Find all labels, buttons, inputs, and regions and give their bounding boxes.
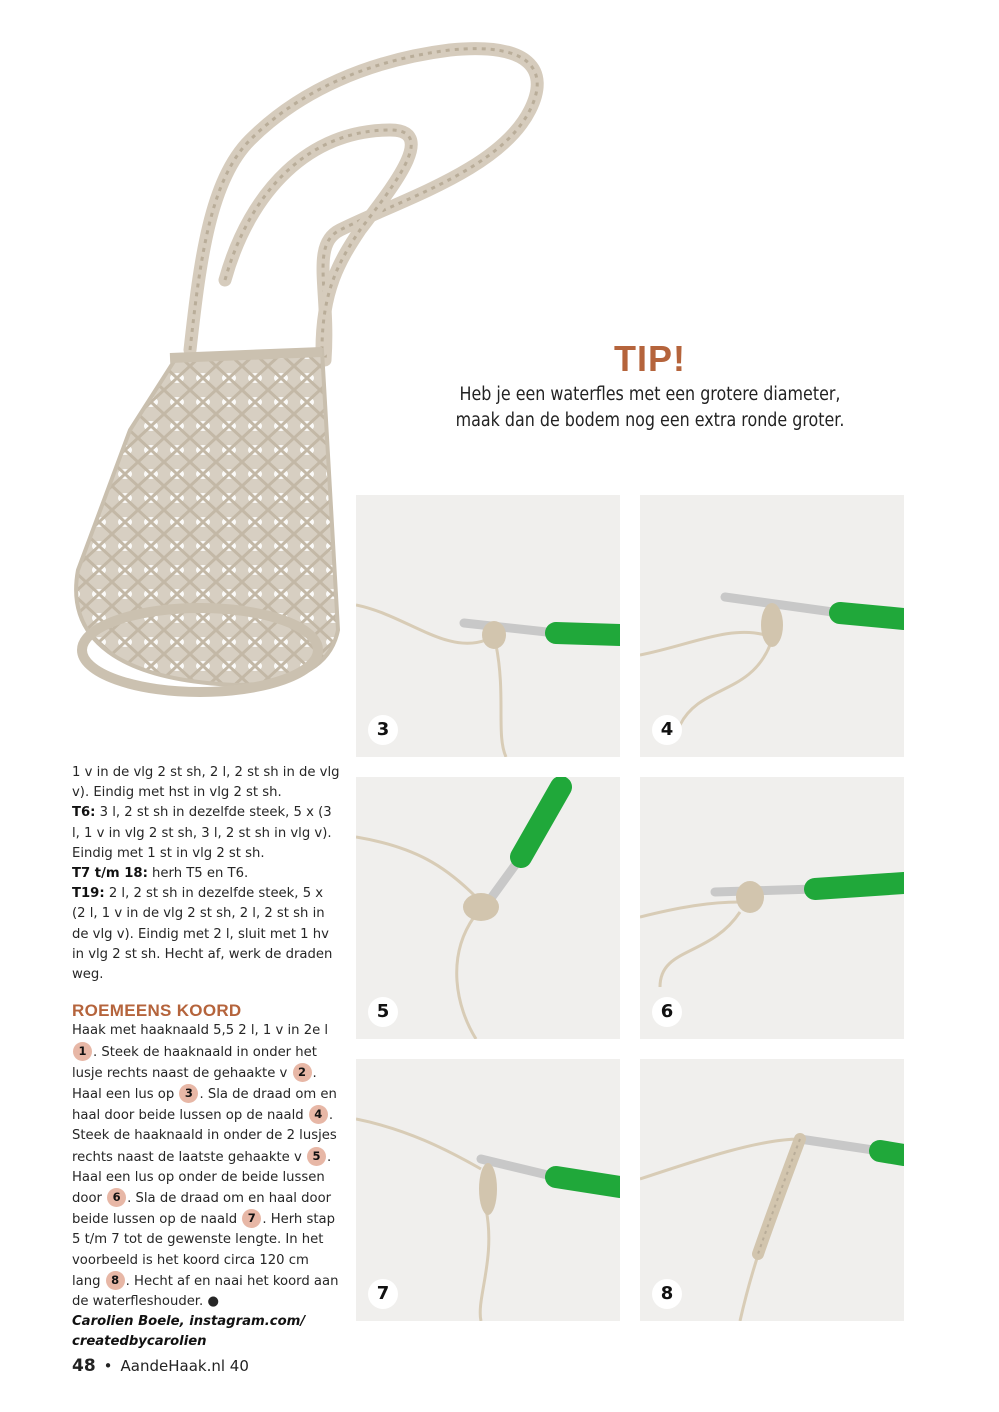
hook-illustration bbox=[640, 1059, 904, 1321]
text-run: . Sla de draad om en haal door beide lussen op de naald bbox=[72, 1191, 332, 1228]
step-number: 4 bbox=[652, 715, 682, 745]
step-ref-badge: 4 bbox=[309, 1105, 328, 1124]
text-run: . Sla de draad om en haal door beide lussen op de naald bbox=[72, 1087, 337, 1124]
tip-line-1: Heb je een waterfles met een grotere diameter, bbox=[459, 384, 841, 405]
step-photo-8 bbox=[640, 1059, 904, 1321]
page-number: 48 bbox=[72, 1356, 96, 1376]
step-number: 8 bbox=[652, 1279, 682, 1309]
hook-illustration bbox=[640, 777, 904, 1039]
publication-name: AandeHaak.nl 40 bbox=[120, 1357, 249, 1375]
step-photo-6 bbox=[640, 777, 904, 1039]
step-ref-badge: 3 bbox=[179, 1084, 198, 1103]
pattern-instructions bbox=[72, 763, 340, 1353]
step-number: 6 bbox=[652, 997, 682, 1027]
row-label: T19: bbox=[72, 886, 105, 902]
credit-line: Carolien Boele, instagram.com/ bbox=[72, 1314, 306, 1330]
row-text: 2 l, 2 st sh in dezelfde steek, 5 x (2 l, 1 v in de vlg 2 st sh, 2 l, 2 st sh in de vlg v). Eindig met 2 l, sluit met 1 hv in vlg 2 st sh. Hecht af, werk de draden weg. bbox=[72, 886, 333, 983]
tip-text bbox=[435, 382, 865, 434]
hook-illustration bbox=[356, 777, 620, 1039]
text-run: . Haal een lus op bbox=[72, 1065, 317, 1103]
row-t6 bbox=[72, 803, 340, 864]
row-text: 3 l, 2 st sh in dezelfde steek, 5 x (3 l, 1 v in vlg 2 st sh, 3 l, 2 st sh in vlg v). Eindig met 1 st in vlg 2 st sh. bbox=[72, 805, 332, 861]
text-run: . Steek de haaknaald in onder het lusje rechts naast de gehaakte v bbox=[72, 1044, 317, 1081]
hook-illustration bbox=[356, 1059, 620, 1321]
section-title: ROEMEENS KOORD bbox=[72, 1001, 242, 1021]
row-t19 bbox=[72, 884, 340, 985]
step-number: 3 bbox=[368, 715, 398, 745]
step-number: 5 bbox=[368, 997, 398, 1027]
row-text: herh T5 en T6. bbox=[147, 866, 249, 882]
step-number: 7 bbox=[368, 1279, 398, 1309]
row-t7-18 bbox=[72, 864, 340, 884]
text-run: . Hecht af en naai het koord aan de waterfleshouder. ● bbox=[72, 1273, 339, 1310]
text-run: . Haal een lus op onder de beide lussen door bbox=[72, 1149, 332, 1207]
credit-handle: createdbycarolien bbox=[72, 1334, 207, 1350]
hook-illustration bbox=[356, 495, 620, 757]
footer-bullet: • bbox=[103, 1357, 113, 1375]
step-ref-badge: 1 bbox=[73, 1042, 92, 1061]
step-photo-5 bbox=[356, 777, 620, 1039]
step-photo-3 bbox=[356, 495, 620, 757]
text-run: . Steek de haaknaald in onder de 2 lusjes rechts naast de laatste gehaakte v bbox=[72, 1108, 337, 1165]
tip-heading: TIP! bbox=[614, 338, 686, 379]
row-label: T6: bbox=[72, 805, 96, 821]
designer-credit bbox=[72, 1312, 340, 1352]
step-ref-badge: 8 bbox=[106, 1271, 125, 1290]
text-run: . Herh stap 5 t/m 7 tot de gewenste lengte. In het voorbeeld is het koord circa 120 cm lang bbox=[72, 1212, 335, 1289]
row-label: T7 t/m 18: bbox=[72, 866, 148, 882]
step-ref-badge: 7 bbox=[242, 1209, 261, 1228]
step-ref-badge: 5 bbox=[307, 1147, 326, 1166]
page-footer bbox=[72, 1356, 249, 1376]
text-run: Haak met haaknaald 5,5 2 l, 1 v in 2e l bbox=[72, 1023, 329, 1039]
step-ref-badge: 6 bbox=[107, 1188, 126, 1207]
step-ref-badge: 2 bbox=[293, 1063, 312, 1082]
continued-instruction: 1 v in de vlg 2 st sh, 2 l, 2 st sh in de vlg v). Eindig met hst in vlg 2 st sh. bbox=[72, 765, 340, 801]
step-photo-7 bbox=[356, 1059, 620, 1321]
koord-instructions bbox=[72, 1021, 340, 1312]
tip-line-2: maak dan de bodem nog een extra ronde groter. bbox=[455, 410, 845, 431]
hook-illustration bbox=[640, 495, 904, 757]
step-photo-4 bbox=[640, 495, 904, 757]
